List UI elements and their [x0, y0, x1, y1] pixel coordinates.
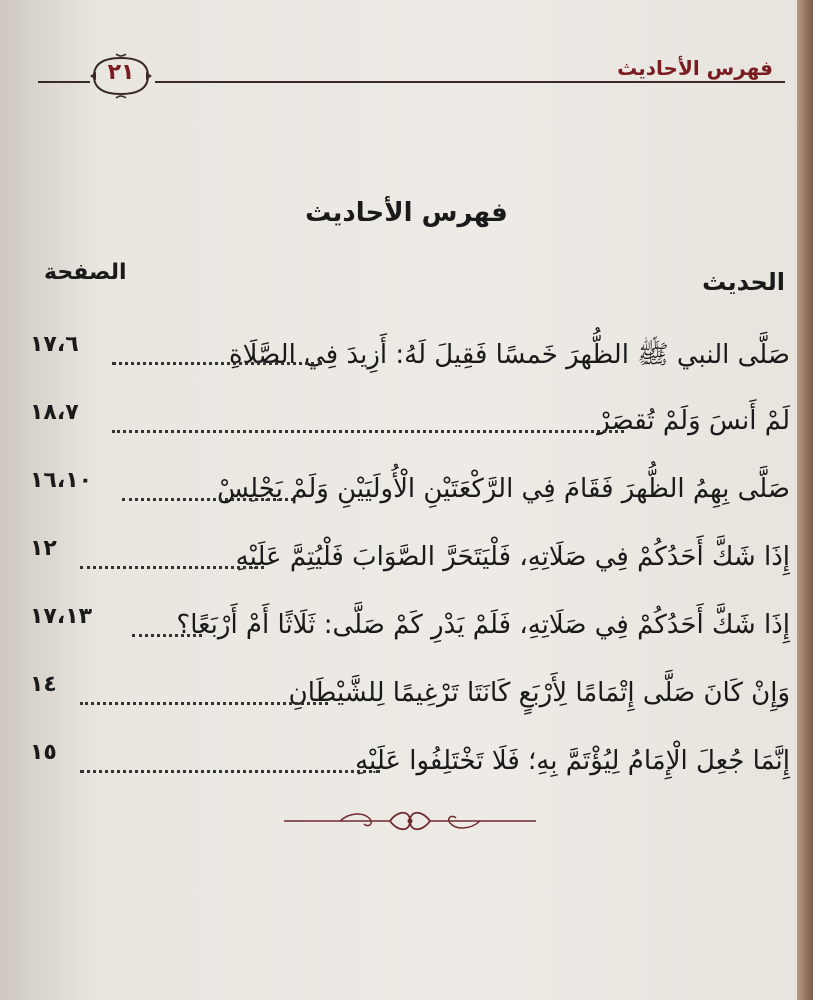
entry-text: صَلَّى بِهِمُ الظُّهرَ فَقَامَ فِي الرَّكْعَتَيْنِ الْأُولَيَيْنِ وَلَمْ يَجْلِسْ	[217, 474, 790, 504]
leader-dots	[80, 562, 264, 569]
entry-pages: ١٥	[30, 740, 57, 765]
leader-dots	[112, 426, 624, 433]
column-heading-hadith: الحديث	[702, 268, 785, 296]
entry-pages: ١٨،٧	[30, 400, 79, 425]
column-heading-page: الصفحة	[44, 260, 127, 285]
entry-text: صَلَّى النبي ﷺ الظُّهرَ خَمسًا فَقِيلَ لَهُ: أَزِيدَ فِي الصَّلَاةِ	[228, 340, 790, 370]
index-entry	[30, 604, 790, 660]
index-entry	[30, 740, 790, 796]
entry-pages: ١٢	[30, 536, 57, 561]
index-entry	[30, 332, 790, 388]
entry-pages: ١٦،١٠	[30, 468, 93, 493]
entry-pages: ١٤	[30, 672, 57, 697]
entry-pages: ١٧،١٣	[30, 604, 93, 629]
decorative-flourish-icon	[280, 806, 540, 836]
leader-dots	[80, 766, 380, 773]
index-title: فهرس الأحاديث	[305, 198, 508, 228]
index-entry	[30, 400, 790, 456]
entry-text: إِذَا شَكَّ أَحَدُكُمْ فِي صَلَاتِهِ، فَلَمْ يَدْرِ كَمْ صَلَّى: ثَلَاثًا أَمْ أَرْبَعًا؟	[176, 610, 790, 640]
leader-dots	[132, 630, 202, 637]
entry-text: لَمْ أَنسَ وَلَمْ تُقصَرْ	[597, 406, 790, 436]
leader-dots	[80, 698, 328, 705]
index-entry	[30, 468, 790, 524]
leader-dots	[122, 494, 294, 501]
page-number: ٢١	[107, 60, 135, 85]
entry-text: وَإِنْ كَانَ صَلَّى إِتْمَامًا لِأَرْبَعٍ كَانَتَا تَرْغِيمًا لِلشَّيْطَانِ	[288, 678, 790, 708]
running-header-title: فهرس الأحاديث	[617, 56, 773, 80]
entry-pages: ١٧،٦	[30, 332, 79, 357]
book-spine	[797, 0, 813, 1000]
entry-text: إِذَا شَكَّ أَحَدُكُمْ فِي صَلَاتِهِ، فَلْيَتَحَرَّ الصَّوَابَ فَلْيُتِمَّ عَلَيْهِ	[235, 542, 790, 572]
entry-text: إِنَّمَا جُعِلَ الْإِمَامُ لِيُؤْتَمَّ بِهِ؛ فَلَا تَخْتَلِفُوا عَلَيْهِ	[355, 746, 790, 776]
leader-dots	[112, 358, 322, 365]
header-rule-left	[38, 81, 90, 83]
header-rule	[155, 81, 785, 83]
index-entry	[30, 672, 790, 728]
index-entry	[30, 536, 790, 592]
